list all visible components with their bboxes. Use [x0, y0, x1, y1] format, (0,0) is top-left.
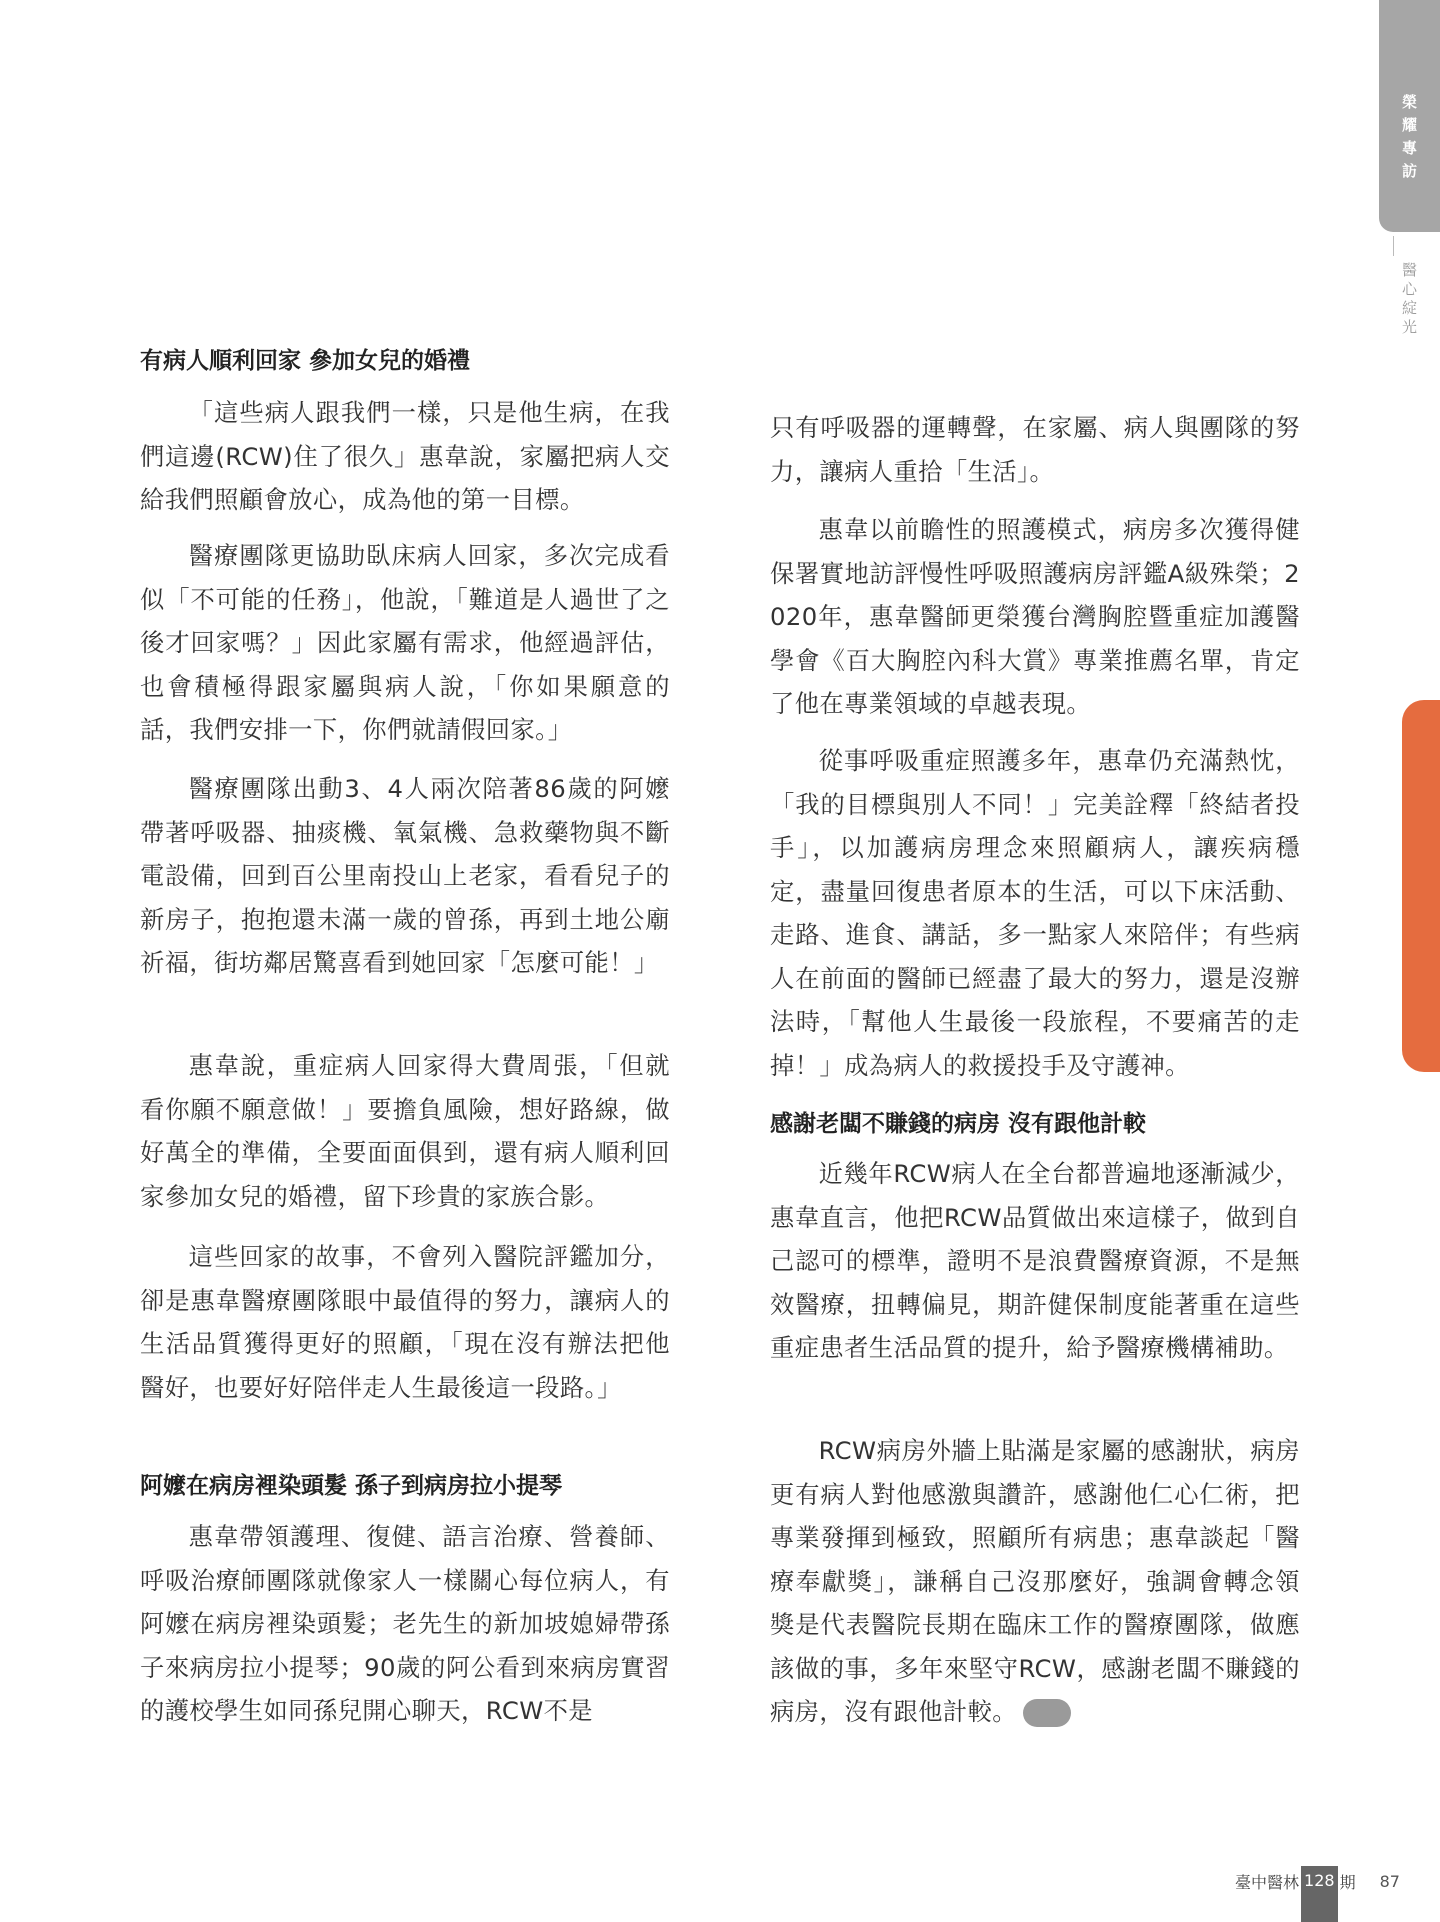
- paragraph: 近幾年RCW病人在全台都普遍地逐漸減少，惠韋直言，他把RCW品質做出來這樣子，做到自己認可的標準，證明不是浪費醫療資源，不是無效醫療，扭轉偏見，期許健保制度能著重在這些重症患者生活品質的提升，給予醫療機構補助。: [770, 1159, 1300, 1362]
- paragraph: 只有呼吸器的運轉聲，在家屬、病人與團隊的努力，讓病人重拾「生活」。: [770, 413, 1300, 486]
- tab-divider: [1393, 236, 1394, 256]
- paragraph: 醫療團隊更協助臥床病人回家，多次完成看似「不可能的任務」，他說，「難道是人過世了之後才回家嗎？」因此家屬有需求，他經過評估，也會積極得跟家屬與病人說，「你如果願意的話，我們安排一下，你們就請假回家。」: [140, 541, 670, 744]
- paragraph: 從事呼吸重症照護多年，惠韋仍充滿熱忱，「我的目標與別人不同！」完美詮釋「終結者投手」，以加護病房理念來照顧病人，讓疾病穩定，盡量回復患者原本的生活，可以下床活動、走路、進食、講話，多一點家人來陪伴；有些病人在前面的醫師已經盡了最大的努力，還是沒辦法時，「幫他人生最後一段旅程，不要痛苦的走掉！」成為病人的救援投手及守護神。: [770, 746, 1300, 1080]
- paragraph: 惠韋帶領護理、復健、語言治療、營養師、呼吸治療師團隊就像家人一樣關心每位病人，有阿嬤在病房裡染頭髮；老先生的新加坡媳婦帶孫子來病房拉小提琴；90歲的阿公看到來病房實習的護校學生如同孫兒開心聊天，RCW不是: [140, 1522, 670, 1725]
- paragraph: 「這些病人跟我們一樣，只是他生病，在我們這邊(RCW)住了很久」惠韋說，家屬把病人交給我們照顧會放心，成為他的第一目標。: [140, 398, 670, 514]
- paragraph: 惠韋以前瞻性的照護模式，病房多次獲得健保署實地訪評慢性呼吸照護病房評鑑A級殊榮；2020年，惠韋醫師更榮獲台灣胸腔暨重症加護醫學會《百大胸腔內科大賞》專業推薦名單，肯定了他在專業領域的卓越表現。: [770, 515, 1300, 718]
- section-heading-3: 感謝老闆不賺錢的病房 沒有跟他計較: [770, 1111, 1147, 1137]
- paragraph: 醫療團隊出動3、4人兩次陪著86歲的阿嬤帶著呼吸器、抽痰機、氧氣機、急救藥物與不斷電設備，回到百公里南投山上老家，看看兒子的新房子，抱抱還未滿一歲的曾孫，再到土地公廟祈福，街坊鄰居驚喜看到她回家「怎麼可能！」: [140, 774, 670, 977]
- section-heading-2: 阿嬤在病房裡染頭髮 孫子到病房拉小提琴: [140, 1473, 563, 1499]
- section-heading-1: 有病人順利回家 參加女兒的婚禮: [140, 348, 471, 374]
- paragraph-text: RCW病房外牆上貼滿是家屬的感謝狀，病房更有病人對他感激與讚許，感謝他仁心仁術，把專業發揮到極致，照顧所有病患；惠韋談起「醫療奉獻獎」，謙稱自己沒那麼好，強調會轉念領獎是代表醫院長期在臨床工作的醫療團隊，做應該做的事，多年來堅守RCW，感謝老闆不賺錢的病房，沒有跟他計較。: [770, 1436, 1300, 1726]
- section-tab-label: 榮耀專訪: [1400, 94, 1418, 186]
- page-number: 87: [1379, 1871, 1400, 1891]
- thumb-index-tab: [1402, 700, 1440, 1072]
- issue-suffix: 期: [1339, 1872, 1356, 1892]
- paragraph: 這些回家的故事，不會列入醫院評鑑加分，卻是惠韋醫療團隊眼中最值得的努力，讓病人的生活品質獲得更好的照顧，「現在沒有辦法把他醫好，也要好好陪伴走人生最後這一段路。」: [140, 1242, 670, 1402]
- paragraph: 惠韋說，重症病人回家得大費周張，「但就看你願不願意做！」要擔負風險，想好路線，做好萬全的準備，全要面面俱到，還有病人順利回家參加女兒的婚禮，留下珍貴的家族合影。: [140, 1051, 670, 1211]
- continue-arrow-icon: »»: [1023, 1699, 1071, 1727]
- issue-number: 128: [1301, 1866, 1338, 1922]
- page-footer: [1235, 1866, 1400, 1896]
- paragraph-final: [770, 1429, 1300, 1734]
- magazine-name: 臺中醫林: [1235, 1872, 1300, 1892]
- subsection-tab-label: 醫心綻光: [1400, 262, 1418, 338]
